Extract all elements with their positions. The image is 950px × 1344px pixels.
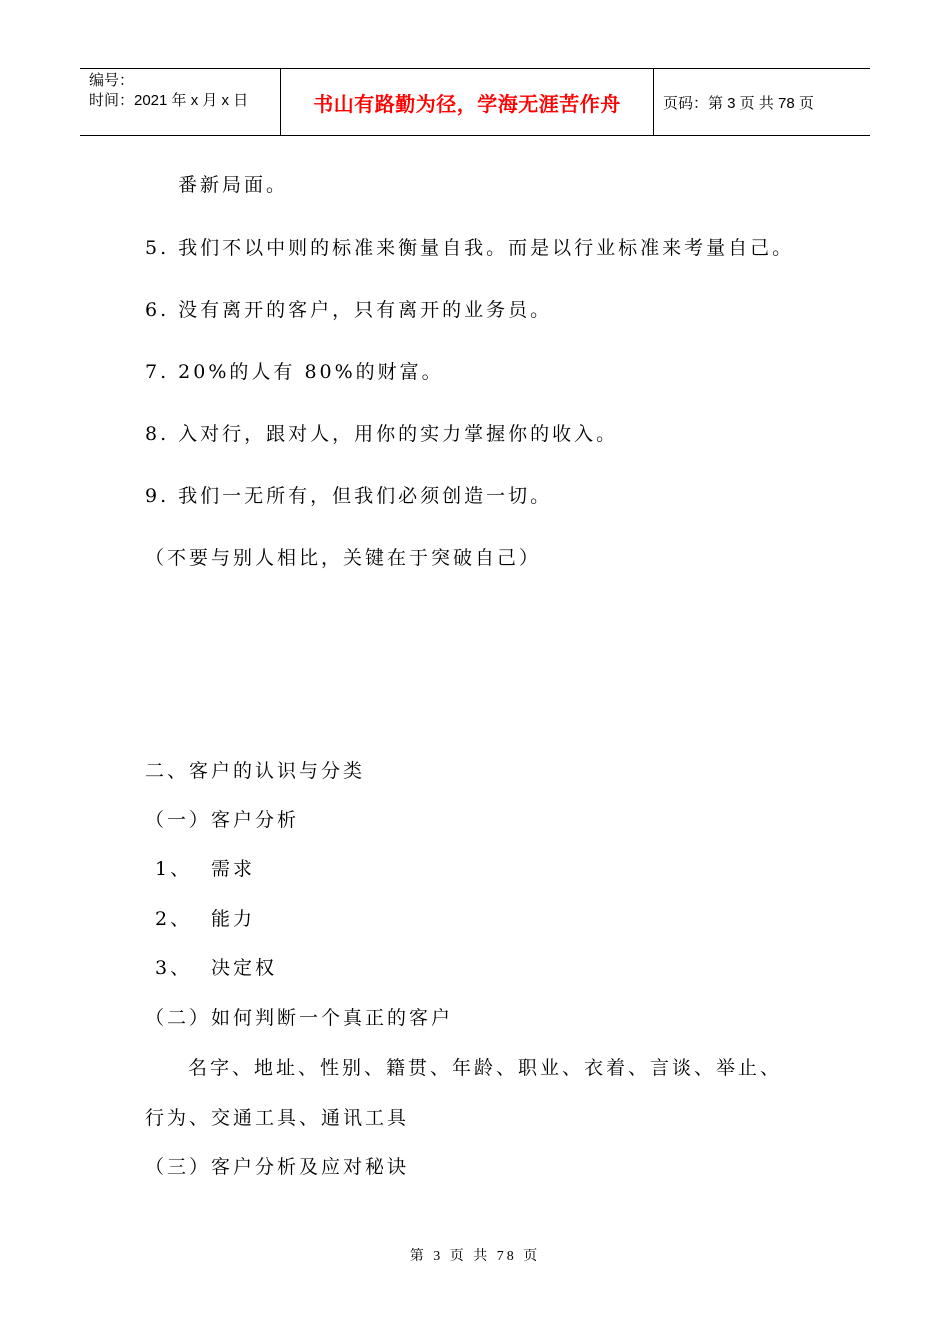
page-header [80,68,870,136]
subsection-heading: （三）客户分析及应对秘诀 [145,1156,410,1178]
paragraph-line: 行为、交通工具、通讯工具 [145,1107,410,1129]
numbered-item-number: 1、 [155,858,193,880]
numbered-item-text: 能力 [211,908,256,930]
numbered-item-text: 决定权 [211,957,278,979]
subsection-heading: （一）客户分析 [145,809,300,831]
numbered-item-number: 3、 [155,957,193,979]
header-meta-cell [80,69,281,135]
header-motto-cell [281,69,654,135]
document-date-label: 时间：2021 年 x 月 x 日 [89,92,249,109]
page-footer: 第 3 页 共 78 页 [409,1249,541,1264]
header-page-number: 页码：第 3 页 共 78 页 [663,94,814,112]
list-item: 7. 20%的人有 80%的财富。 [145,361,444,383]
list-item: 6. 没有离开的客户，只有离开的业务员。 [145,299,553,321]
note-line: （不要与别人相比，关键在于突破自己） [145,547,542,569]
document-number-label: 编号： [89,72,135,89]
section-title: 二、客户的认识与分类 [145,760,366,782]
list-item: 8. 入对行，跟对人，用你的实力掌握你的收入。 [145,423,619,445]
header-motto: 书山有路勤为径，学海无涯苦作舟 [313,91,621,116]
numbered-item-number: 2、 [155,908,193,930]
subsection-heading: （二）如何判断一个真正的客户 [145,1007,454,1029]
list-item: 5. 我们不以中则的标准来衡量自我。而是以行业标准来考量自己。 [145,237,795,259]
header-page-cell [654,69,870,135]
list-item: 9. 我们一无所有，但我们必须创造一切。 [145,485,553,507]
paragraph-line: 名字、地址、性别、籍贯、年龄、职业、衣着、言谈、举止、 [188,1057,783,1079]
numbered-item-text: 需求 [211,858,256,880]
continuation-line: 番新局面。 [178,174,289,196]
